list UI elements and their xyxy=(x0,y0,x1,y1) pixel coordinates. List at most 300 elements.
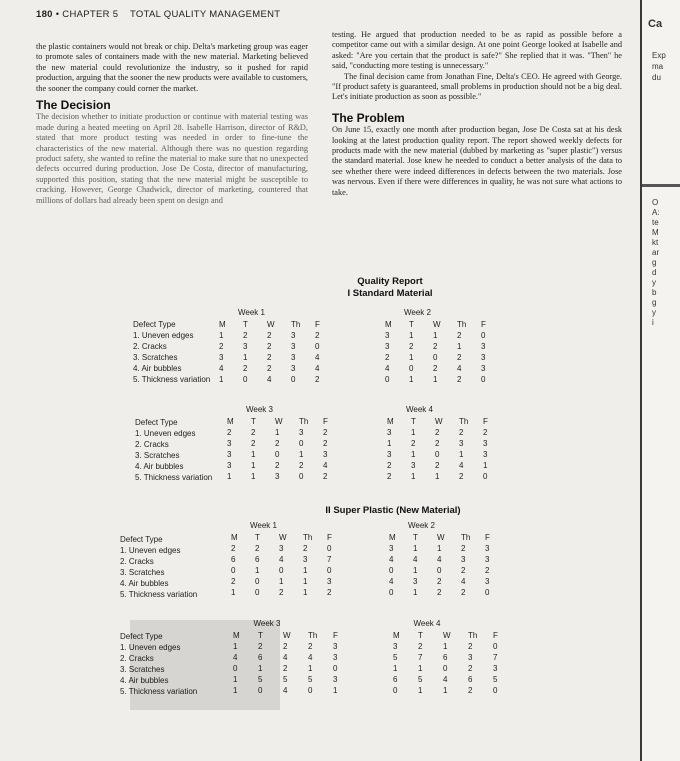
day-header: T xyxy=(409,320,414,329)
next-page-line: ma xyxy=(652,62,664,71)
intro-paragraph: the plastic containers would not break or chip. Delta's marketing group was eager to promote sales of containers made with the new material. Marketing believed the new material could revolutionize the industry, so it pushed for rapid production, arguing that the sooner the new products were available to customers, the sooner the company could corner the market. xyxy=(36,42,308,93)
defect-count: 4 xyxy=(457,364,462,373)
defect-count: 1 xyxy=(411,472,416,481)
defect-count: 0 xyxy=(275,450,280,459)
week-label: Week 3 xyxy=(253,619,281,628)
defect-count: 1 xyxy=(308,664,313,673)
defect-count: 3 xyxy=(333,675,338,684)
defect-count: 2 xyxy=(258,642,263,651)
week-label: Week 4 xyxy=(413,619,441,628)
defect-count: 3 xyxy=(227,450,232,459)
day-header: W xyxy=(279,533,287,542)
defect-type-label: 2. Cracks xyxy=(133,342,167,351)
defect-count: 3 xyxy=(481,364,486,373)
defect-count: 1 xyxy=(279,577,284,586)
defect-count: 1 xyxy=(251,461,256,470)
defect-count: 3 xyxy=(481,342,486,351)
defect-count: 1 xyxy=(433,331,438,340)
defect-count: 1 xyxy=(443,686,448,695)
defect-type-label: 2. Cracks xyxy=(120,557,154,566)
defect-count: 2 xyxy=(231,577,236,586)
defect-count: 1 xyxy=(251,450,256,459)
defect-count: 3 xyxy=(333,642,338,651)
defect-count: 2 xyxy=(227,428,232,437)
defect-count: 2 xyxy=(323,439,328,448)
defect-count: 1 xyxy=(219,375,224,384)
defect-count: 3 xyxy=(291,353,296,362)
defect-count: 1 xyxy=(413,544,418,553)
defect-count: 1 xyxy=(418,664,423,673)
defect-type-label: 2. Cracks xyxy=(120,654,154,663)
defect-count: 3 xyxy=(227,461,232,470)
defect-count: 5 xyxy=(493,675,498,684)
report-title: Quality Report xyxy=(357,276,423,287)
defect-count: 2 xyxy=(437,588,442,597)
next-page-tab: Ca xyxy=(648,18,663,30)
defect-count: 2 xyxy=(437,577,442,586)
next-page-line: y xyxy=(652,308,656,317)
day-header: M xyxy=(393,631,400,640)
day-header: F xyxy=(485,533,490,542)
defect-count: 2 xyxy=(457,331,462,340)
day-header: W xyxy=(275,417,283,426)
defect-count: 0 xyxy=(327,566,332,575)
section2-title: II Super Plastic (New Material) xyxy=(325,505,461,516)
defect-count: 0 xyxy=(483,472,488,481)
defect-count: 0 xyxy=(435,450,440,459)
defect-count: 2 xyxy=(459,428,464,437)
defect-count: 2 xyxy=(435,428,440,437)
day-header: F xyxy=(315,320,320,329)
day-header: M xyxy=(389,533,396,542)
defect-count: 2 xyxy=(461,566,466,575)
defect-count: 4 xyxy=(315,353,320,362)
defect-count: 2 xyxy=(303,544,308,553)
defect-count: 5 xyxy=(393,653,398,662)
defect-count: 1 xyxy=(437,544,442,553)
next-page-line: g xyxy=(652,258,657,267)
week-label: Week 2 xyxy=(408,521,435,530)
defect-count: 2 xyxy=(279,588,284,597)
defect-count: 1 xyxy=(409,353,414,362)
defect-count: 4 xyxy=(323,461,328,470)
defect-count: 4 xyxy=(233,653,238,662)
defect-count: 2 xyxy=(243,364,248,373)
day-header: W xyxy=(437,533,445,542)
defect-count: 2 xyxy=(485,566,490,575)
defect-count: 2 xyxy=(315,375,320,384)
defect-count: 1 xyxy=(413,566,418,575)
day-header: Th xyxy=(291,320,301,329)
defect-count: 3 xyxy=(387,428,392,437)
day-header: Th xyxy=(459,417,469,426)
defect-count: 0 xyxy=(493,642,498,651)
defect-count: 0 xyxy=(258,686,263,695)
next-page-line: A: xyxy=(652,208,660,217)
defect-count: 2 xyxy=(433,342,438,351)
defect-count: 0 xyxy=(437,566,442,575)
day-header: T xyxy=(251,417,256,426)
defect-count: 1 xyxy=(231,588,236,597)
defect-count: 2 xyxy=(457,375,462,384)
defect-count: 1 xyxy=(413,588,418,597)
defect-count: 3 xyxy=(275,472,280,481)
defect-count: 4 xyxy=(459,461,464,470)
defect-type-header: Defect Type xyxy=(135,418,178,427)
defect-count: 2 xyxy=(461,588,466,597)
defect-type-label: 5. Thickness variation xyxy=(120,687,198,696)
day-header: F xyxy=(333,631,338,640)
defect-count: 0 xyxy=(443,664,448,673)
defect-count: 2 xyxy=(457,353,462,362)
defect-count: 2 xyxy=(468,686,473,695)
defect-count: 3 xyxy=(385,331,390,340)
defect-count: 4 xyxy=(267,375,272,384)
defect-count: 2 xyxy=(267,364,272,373)
running-header: 180 • CHAPTER 5 TOTAL QUALITY MANAGEMENT xyxy=(36,9,281,20)
day-header: F xyxy=(493,631,498,640)
defect-count: 1 xyxy=(418,686,423,695)
final-decision-paragraph: The final decision came from Jonathan Fine, Delta's CEO. He agreed with George. "If product safety is guaranteed, small problems in production should not be a big deal. Let's initiate production as soon as possible." xyxy=(332,71,622,102)
defect-count: 2 xyxy=(267,331,272,340)
defect-count: 1 xyxy=(233,675,238,684)
week-label: Week 4 xyxy=(406,405,433,414)
defect-count: 4 xyxy=(461,577,466,586)
defect-type-label: 4. Air bubbles xyxy=(135,462,184,471)
testing-paragraph: testing. He argued that production needed to be as rapid as possible before a competitor came out with a similar design. At one point George looked at Isabelle and asked: "Are you certain that the product is safe?" She replied that it was. "Then" he said, "conducting more testing is unnecessary." xyxy=(332,30,622,71)
defect-count: 0 xyxy=(291,375,296,384)
day-header: T xyxy=(411,417,416,426)
next-page-line: te xyxy=(652,218,659,227)
defect-count: 4 xyxy=(413,555,418,564)
day-header: M xyxy=(385,320,392,329)
defect-count: 2 xyxy=(459,472,464,481)
quality-report-title xyxy=(315,276,465,300)
next-page-line: ar xyxy=(652,248,660,257)
defect-count: 2 xyxy=(267,353,272,362)
problem-paragraph: On June 15, exactly one month after production began, Jose De Costa sat at his desk looking at the latest production quality report. The report showed weekly defects for products made with the new material (dubbed by marketing as "super plastic") versus the standard material. Jose knew he needed to conduct a better analysis of the data to see whether there were indeed differences in defects between the two materials. Jose was nervous. Even if there were differences in quality, he was not sure what actions to take. xyxy=(332,125,622,197)
defect-count: 3 xyxy=(485,555,490,564)
week-label: Week 1 xyxy=(250,521,277,530)
defect-count: 0 xyxy=(243,375,248,384)
defect-count: 3 xyxy=(481,353,486,362)
next-page-line: M xyxy=(652,228,659,237)
week-label: Week 3 xyxy=(246,405,273,414)
week-label: Week 2 xyxy=(404,308,431,317)
day-header: M xyxy=(231,533,238,542)
defect-count: 4 xyxy=(279,555,284,564)
defect-count: 6 xyxy=(255,555,260,564)
defect-count: 3 xyxy=(291,364,296,373)
next-page-line: d xyxy=(652,268,657,277)
next-page-line: du xyxy=(652,73,661,82)
next-page-line: y xyxy=(652,278,656,287)
defect-count: 1 xyxy=(255,566,260,575)
day-header: Th xyxy=(303,533,313,542)
next-page-text-2 xyxy=(652,198,680,328)
defect-count: 0 xyxy=(493,686,498,695)
defect-type-label: 1. Uneven edges xyxy=(120,643,181,652)
day-header: Th xyxy=(468,631,478,640)
day-header: F xyxy=(323,417,328,426)
defect-count: 1 xyxy=(303,577,308,586)
left-column xyxy=(36,42,308,206)
defect-count: 6 xyxy=(393,675,398,684)
defect-count: 2 xyxy=(418,642,423,651)
defect-count: 0 xyxy=(389,588,394,597)
defect-type-label: 3. Scratches xyxy=(120,665,165,674)
defect-count: 2 xyxy=(468,664,473,673)
defect-count: 6 xyxy=(443,653,448,662)
defect-type-label: 3. Scratches xyxy=(120,568,165,577)
day-header: T xyxy=(413,533,418,542)
defect-count: 6 xyxy=(468,675,473,684)
defect-count: 2 xyxy=(231,544,236,553)
defect-count: 2 xyxy=(323,428,328,437)
section1-title: I Standard Material xyxy=(347,288,433,299)
defect-count: 1 xyxy=(303,566,308,575)
defect-count: 2 xyxy=(275,461,280,470)
week-label: Week 1 xyxy=(238,308,265,317)
defect-count: 1 xyxy=(233,686,238,695)
defect-count: 2 xyxy=(435,439,440,448)
defect-count: 3 xyxy=(219,353,224,362)
defect-count: 2 xyxy=(315,331,320,340)
defect-count: 5 xyxy=(308,675,313,684)
defect-count: 0 xyxy=(299,472,304,481)
defect-type-label: 4. Air bubbles xyxy=(120,579,169,588)
defect-count: 1 xyxy=(251,472,256,481)
defect-count: 2 xyxy=(275,439,280,448)
defect-count: 1 xyxy=(459,450,464,459)
decision-paragraph: The decision whether to initiate production or continue with material testing was made during a heated meeting on April 28. Isabelle Harrison, director of R&D, stated that more product testing was needed in order to fine-tune the characteristics of the new material. Although there was no question regarding product safety, she wanted to refine the material to make sure that no unexpected defects occurred during production. Jose De Costa, director of manufacturing, supported this position, stating that the new material might be susceptible to cracking. However, George Chadwick, director of marketing, countered that millions of dollars had already been spent on design and xyxy=(36,112,308,205)
day-header: F xyxy=(481,320,486,329)
day-header: F xyxy=(483,417,488,426)
defect-count: 1 xyxy=(387,439,392,448)
defect-count: 4 xyxy=(385,364,390,373)
day-header: Th xyxy=(461,533,471,542)
next-page-divider xyxy=(642,184,680,187)
defect-count: 1 xyxy=(219,331,224,340)
defect-count: 6 xyxy=(258,653,263,662)
defect-count: 3 xyxy=(468,653,473,662)
defect-count: 2 xyxy=(433,364,438,373)
defect-count: 2 xyxy=(255,544,260,553)
chapter-label: CHAPTER 5 xyxy=(62,9,119,20)
defect-count: 2 xyxy=(483,428,488,437)
defect-count: 0 xyxy=(481,331,486,340)
defect-count: 2 xyxy=(283,664,288,673)
day-header: F xyxy=(327,533,332,542)
day-header: W xyxy=(443,631,451,640)
day-header: Th xyxy=(299,417,309,426)
defect-count: 3 xyxy=(483,439,488,448)
defect-count: 4 xyxy=(389,555,394,564)
defect-count: 1 xyxy=(435,472,440,481)
defect-count: 2 xyxy=(468,642,473,651)
defect-count: 1 xyxy=(243,353,248,362)
defect-count: 2 xyxy=(283,642,288,651)
defect-count: 3 xyxy=(413,577,418,586)
defect-count: 2 xyxy=(409,342,414,351)
day-header: M xyxy=(387,417,394,426)
defect-count: 2 xyxy=(461,544,466,553)
defect-type-label: 1. Uneven edges xyxy=(120,546,181,555)
defect-type-label: 3. Scratches xyxy=(133,353,178,362)
defect-count: 1 xyxy=(457,342,462,351)
day-header: T xyxy=(258,631,263,640)
defect-type-label: 3. Scratches xyxy=(135,451,180,460)
defect-type-label: 4. Air bubbles xyxy=(120,676,169,685)
defect-count: 4 xyxy=(283,653,288,662)
defect-count: 7 xyxy=(418,653,423,662)
defect-count: 2 xyxy=(219,342,224,351)
defect-count: 2 xyxy=(299,461,304,470)
defect-count: 1 xyxy=(411,428,416,437)
defect-count: 4 xyxy=(308,653,313,662)
day-header: T xyxy=(243,320,248,329)
defect-type-header: Defect Type xyxy=(133,320,176,329)
defect-count: 5 xyxy=(283,675,288,684)
defect-count: 7 xyxy=(493,653,498,662)
defect-count: 1 xyxy=(275,428,280,437)
day-header: M xyxy=(219,320,226,329)
defect-count: 0 xyxy=(233,664,238,673)
defect-count: 1 xyxy=(483,461,488,470)
defect-count: 3 xyxy=(227,439,232,448)
defect-count: 3 xyxy=(389,544,394,553)
defect-count: 5 xyxy=(258,675,263,684)
day-header: Th xyxy=(457,320,467,329)
defect-count: 3 xyxy=(387,450,392,459)
defect-count: 3 xyxy=(393,642,398,651)
defect-count: 3 xyxy=(279,544,284,553)
defect-count: 0 xyxy=(327,544,332,553)
defect-count: 2 xyxy=(411,439,416,448)
defect-count: 2 xyxy=(387,461,392,470)
defect-count: 2 xyxy=(267,342,272,351)
defect-count: 4 xyxy=(219,364,224,373)
defect-count: 4 xyxy=(315,364,320,373)
defect-count: 1 xyxy=(393,664,398,673)
defect-count: 1 xyxy=(409,331,414,340)
defect-count: 2 xyxy=(243,331,248,340)
defect-count: 0 xyxy=(485,588,490,597)
defect-count: 1 xyxy=(227,472,232,481)
next-page-edge xyxy=(642,0,680,761)
defect-count: 3 xyxy=(459,439,464,448)
next-page-line: g xyxy=(652,298,657,307)
day-header: T xyxy=(418,631,423,640)
day-header: M xyxy=(233,631,240,640)
defect-count: 2 xyxy=(385,353,390,362)
next-page-text xyxy=(652,50,680,83)
defect-count: 0 xyxy=(255,577,260,586)
next-page-line: kt xyxy=(652,238,659,247)
defect-count: 1 xyxy=(409,375,414,384)
defect-type-header: Defect Type xyxy=(120,632,163,641)
defect-count: 4 xyxy=(389,577,394,586)
next-page-line: b xyxy=(652,288,657,297)
next-page-line: Exp xyxy=(652,51,666,60)
defect-count: 3 xyxy=(323,450,328,459)
defect-count: 3 xyxy=(385,342,390,351)
defect-count: 3 xyxy=(485,544,490,553)
day-header: M xyxy=(227,417,234,426)
defect-count: 3 xyxy=(243,342,248,351)
decision-heading: The Decision xyxy=(36,98,111,113)
problem-heading: The Problem xyxy=(332,110,405,125)
defect-count: 0 xyxy=(308,686,313,695)
defect-count: 0 xyxy=(255,588,260,597)
defect-count: 0 xyxy=(393,686,398,695)
defect-count: 0 xyxy=(231,566,236,575)
defect-count: 4 xyxy=(437,555,442,564)
defect-count: 3 xyxy=(299,428,304,437)
defect-count: 7 xyxy=(327,555,332,564)
defect-count: 1 xyxy=(443,642,448,651)
defect-count: 3 xyxy=(291,331,296,340)
defect-count: 3 xyxy=(411,461,416,470)
defect-count: 4 xyxy=(283,686,288,695)
defect-type-label: 5. Thickness variation xyxy=(135,473,213,482)
next-page-line: O xyxy=(652,198,659,207)
defect-type-label: 5. Thickness variation xyxy=(120,590,198,599)
defect-count: 3 xyxy=(483,450,488,459)
defect-count: 3 xyxy=(327,577,332,586)
defect-count: 2 xyxy=(435,461,440,470)
defect-count: 1 xyxy=(411,450,416,459)
defect-count: 0 xyxy=(385,375,390,384)
defect-count: 6 xyxy=(231,555,236,564)
page-shadow xyxy=(130,620,280,710)
defect-count: 1 xyxy=(303,588,308,597)
page-number: 180 xyxy=(36,9,53,20)
defect-count: 4 xyxy=(443,675,448,684)
defect-type-label: 4. Air bubbles xyxy=(133,364,182,373)
day-header: W xyxy=(433,320,441,329)
defect-type-label: 1. Uneven edges xyxy=(135,429,196,438)
defect-count: 0 xyxy=(481,375,486,384)
defect-count: 3 xyxy=(303,555,308,564)
defect-count: 1 xyxy=(299,450,304,459)
defect-count: 1 xyxy=(233,642,238,651)
defect-type-label: 5. Thickness variation xyxy=(133,375,211,384)
defect-count: 0 xyxy=(333,664,338,673)
defect-count: 2 xyxy=(327,588,332,597)
defect-count: 5 xyxy=(418,675,423,684)
next-page-line: i xyxy=(652,318,654,327)
day-header: W xyxy=(435,417,443,426)
defect-count: 3 xyxy=(333,653,338,662)
defect-count: 2 xyxy=(308,642,313,651)
defect-count: 1 xyxy=(433,375,438,384)
day-header: W xyxy=(267,320,275,329)
defect-count: 3 xyxy=(493,664,498,673)
chapter-title: TOTAL QUALITY MANAGEMENT xyxy=(129,9,281,20)
defect-type-label: 2. Cracks xyxy=(135,440,169,449)
defect-count: 2 xyxy=(323,472,328,481)
defect-type-label: 1. Uneven edges xyxy=(133,331,194,340)
defect-count: 2 xyxy=(251,428,256,437)
defect-count: 0 xyxy=(409,364,414,373)
day-header: W xyxy=(283,631,291,640)
defect-count: 1 xyxy=(258,664,263,673)
defect-count: 0 xyxy=(433,353,438,362)
defect-count: 3 xyxy=(485,577,490,586)
day-header: T xyxy=(255,533,260,542)
defect-type-header: Defect Type xyxy=(120,535,163,544)
